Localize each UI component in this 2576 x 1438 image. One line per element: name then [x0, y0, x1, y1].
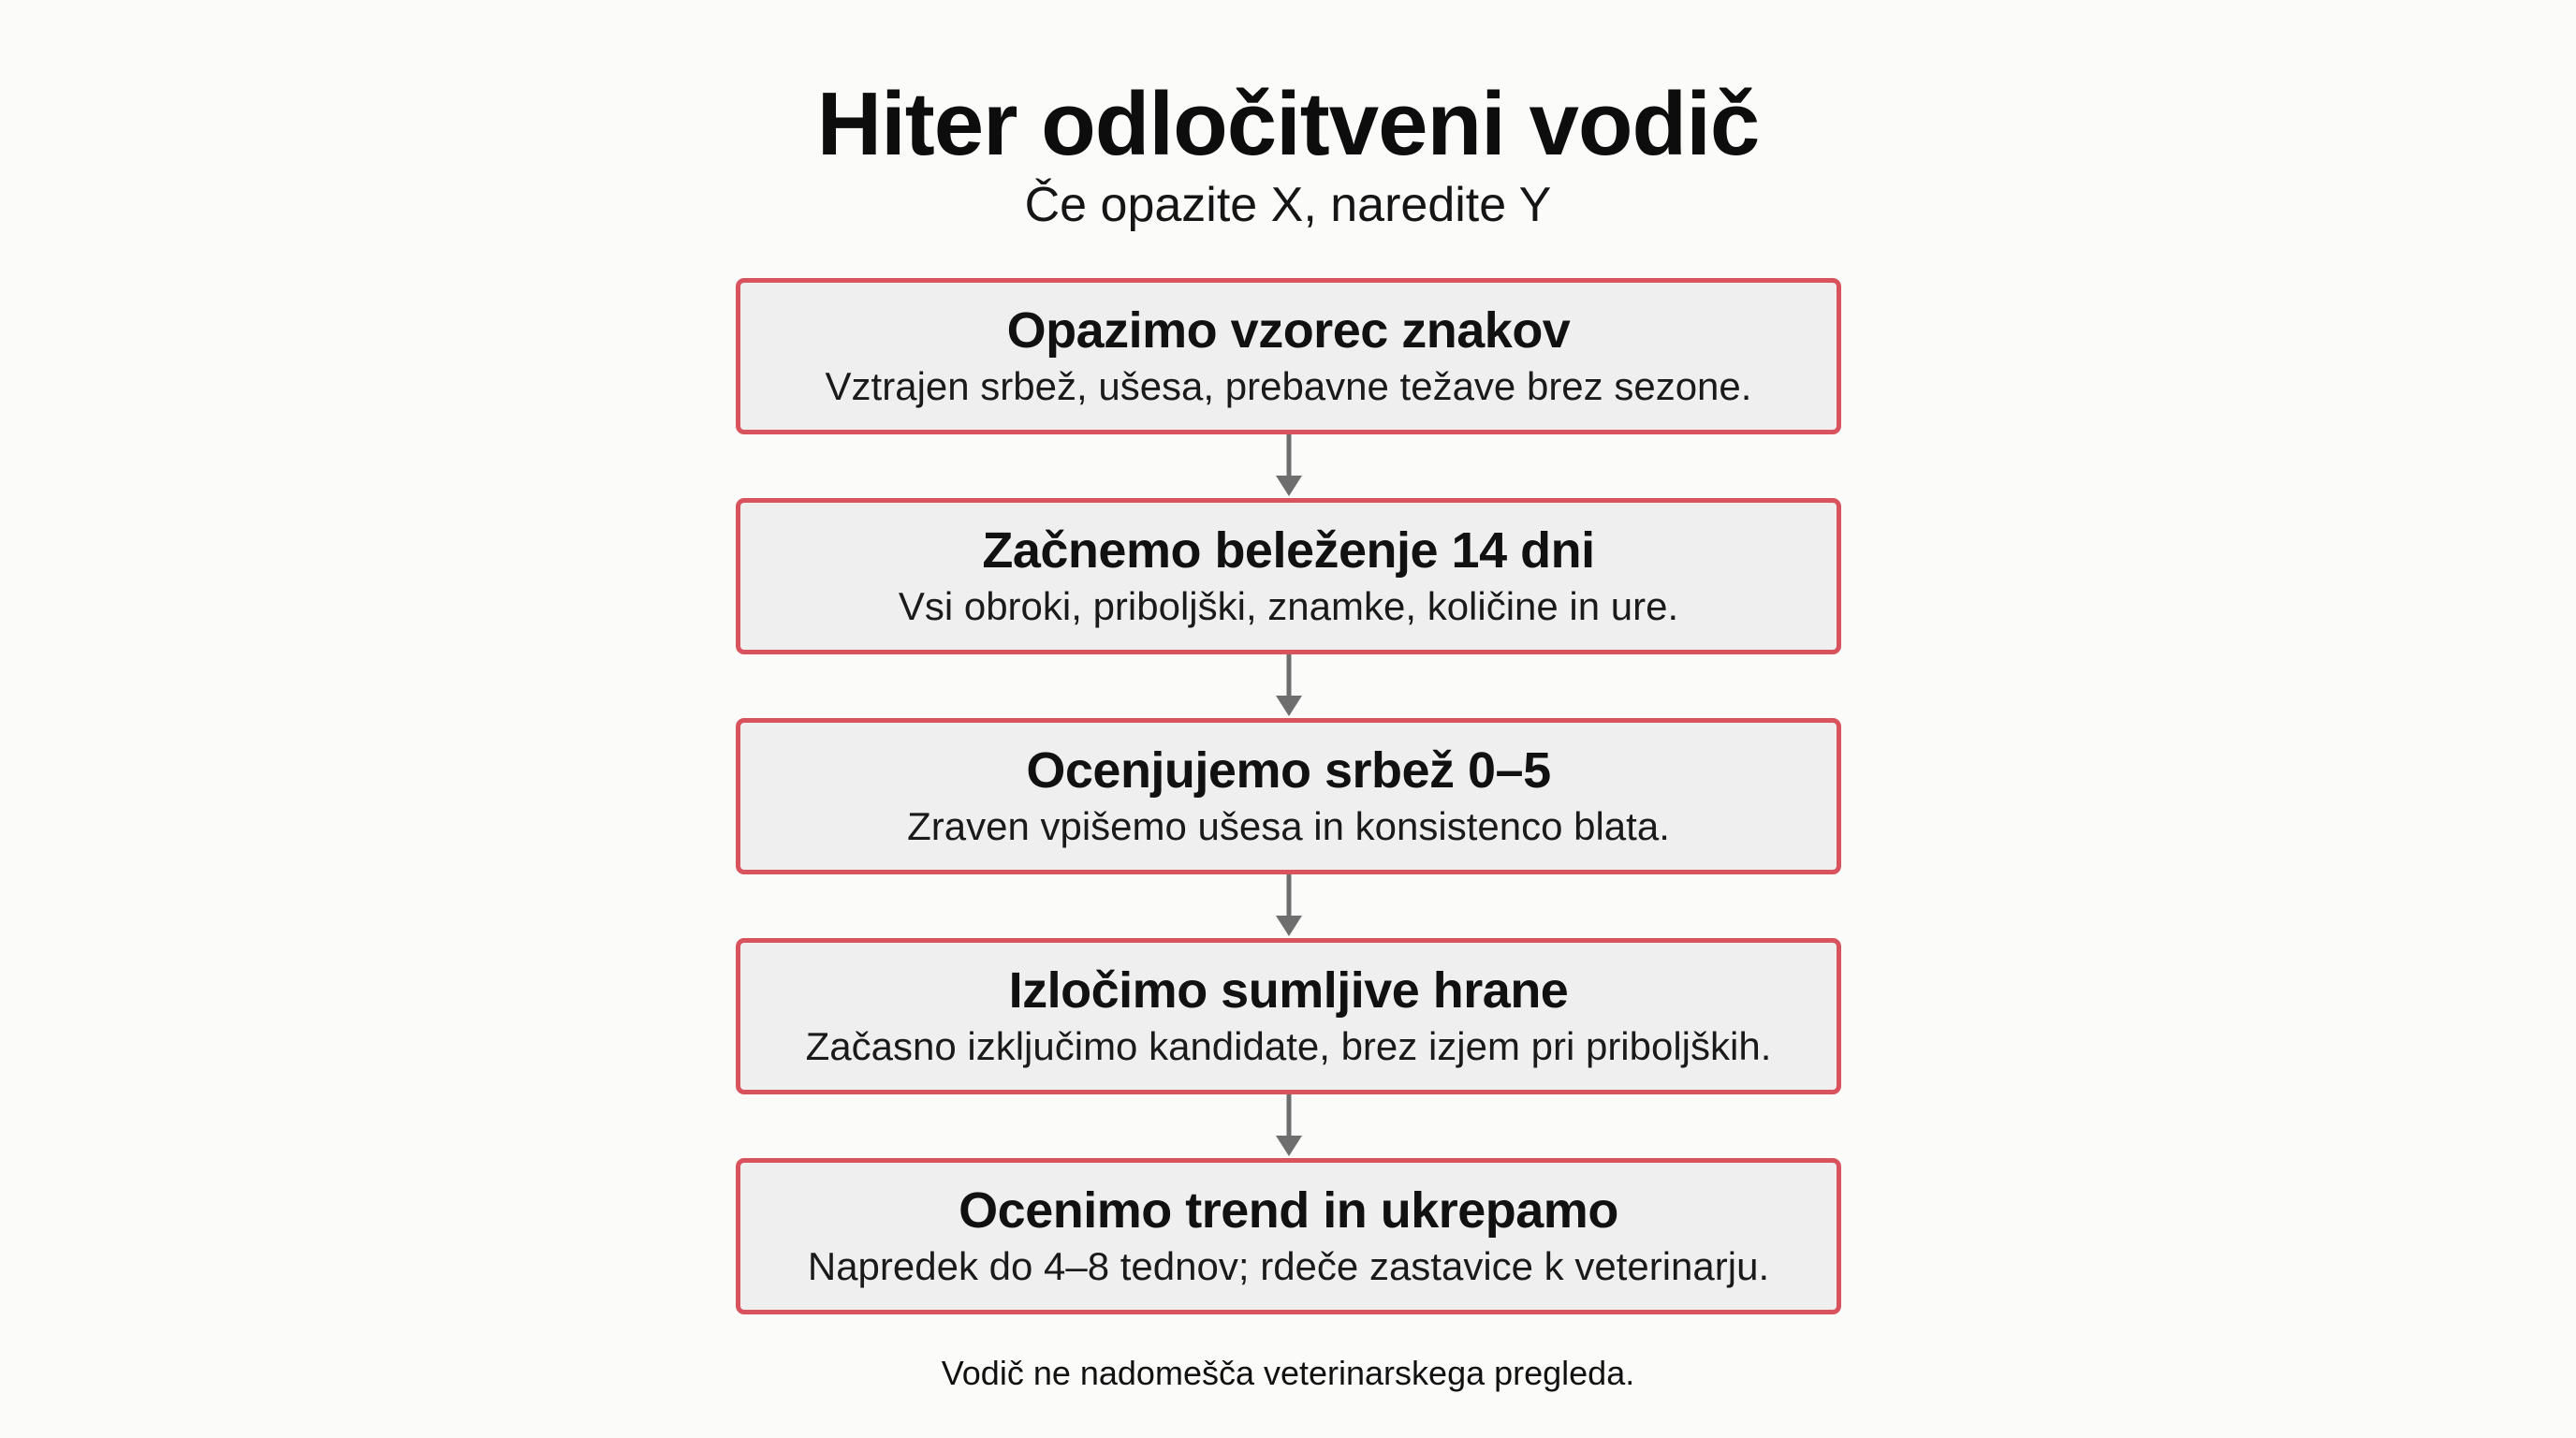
step-box-2	[736, 498, 1841, 654]
step-box-5	[736, 1158, 1841, 1314]
arrow-connector	[736, 434, 1841, 498]
step-title: Začnemo beleženje 14 dni	[982, 521, 1595, 579]
step-title: Ocenjujemo srbež 0–5	[1026, 741, 1551, 799]
step-description: Vztrajen srbež, ušesa, prebavne težave brez sezone.	[825, 363, 1752, 408]
step-description: Zraven vpišemo ušesa in konsistenco blata.	[907, 803, 1670, 848]
step-description: Vsi obroki, priboljški, znamke, količine in ure.	[898, 583, 1679, 628]
step-title: Opazimo vzorec znakov	[1006, 301, 1571, 359]
step-title: Izločimo sumljive hrane	[1008, 961, 1569, 1019]
arrow-down-icon	[1270, 434, 1308, 498]
page-title: Hiter odločitveni vodič	[816, 74, 1760, 174]
arrow-down-icon	[1270, 874, 1308, 938]
disclaimer-note: Vodič ne nadomešča veterinarskega pregleda.	[941, 1354, 1635, 1392]
arrow-connector	[736, 874, 1841, 938]
arrow-down-icon	[1270, 654, 1308, 718]
step-box-3	[736, 718, 1841, 874]
arrow-down-icon	[1270, 1094, 1308, 1158]
step-box-1	[736, 278, 1841, 434]
arrow-connector	[736, 654, 1841, 718]
step-title: Ocenimo trend in ukrepamo	[959, 1181, 1618, 1239]
flowchart	[736, 278, 1841, 1314]
page-subtitle: Če opazite X, naredite Y	[1024, 178, 1552, 232]
step-description: Začasno izključimo kandidate, brez izjem pri priboljških.	[805, 1023, 1772, 1068]
arrow-connector	[736, 1094, 1841, 1158]
step-description: Napredek do 4–8 tednov; rdeče zastavice k veterinarju.	[807, 1243, 1770, 1288]
step-box-4	[736, 938, 1841, 1094]
